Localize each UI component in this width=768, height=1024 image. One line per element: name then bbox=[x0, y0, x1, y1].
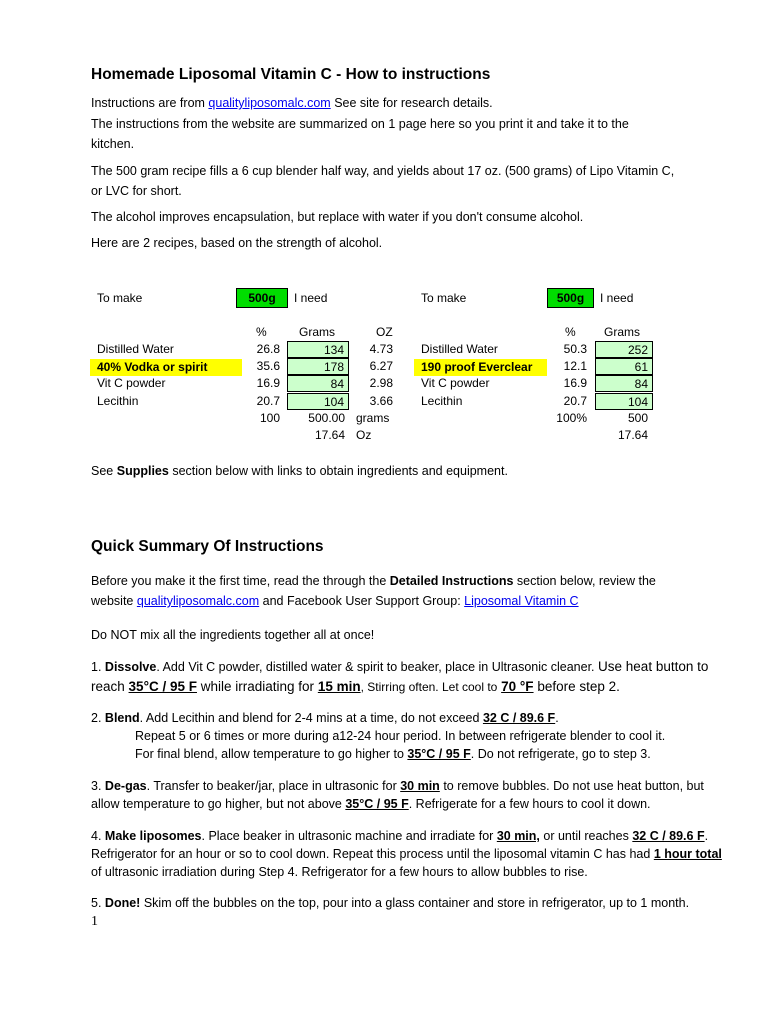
recipe1-total-pct: 100 bbox=[259, 411, 280, 425]
step4-num: 4. bbox=[91, 829, 102, 843]
before-text-a: Before you make it the first time, read the through the bbox=[91, 574, 387, 588]
intro-line-1 bbox=[91, 96, 493, 110]
step1-time: 15 min bbox=[317, 679, 361, 694]
step1-label: Dissolve bbox=[104, 660, 157, 674]
step-3-line-2 bbox=[91, 797, 651, 811]
warning-text: Do NOT mix all the ingredients together all at once! bbox=[91, 628, 375, 642]
recipe2-row-pct: 50.3 bbox=[563, 342, 587, 356]
recipe1-row-grams: 84 bbox=[287, 375, 349, 392]
intro-line-5: Here are 2 recipes, based on the strength of alcohol. bbox=[91, 236, 383, 250]
step-1-line-1 bbox=[91, 659, 708, 674]
step2-limit: 32 C / 89.6 F bbox=[482, 711, 556, 725]
recipe1-row-name-highlight: 40% Vodka or spirit bbox=[90, 359, 242, 376]
step4-time: 30 min, bbox=[496, 829, 540, 843]
step-4-line-1 bbox=[91, 829, 708, 843]
recipe2-to-make: To make bbox=[421, 291, 467, 305]
supplies-prefix: See bbox=[91, 464, 114, 478]
recipe2-row-grams: 61 bbox=[595, 358, 653, 375]
recipe1-row-name: Lecithin bbox=[97, 394, 139, 408]
recipe2-row-pct: 20.7 bbox=[563, 394, 587, 408]
step4-text2: or until reaches bbox=[543, 829, 629, 843]
recipe2-total-grams: 500 bbox=[627, 411, 648, 425]
step3-text2: to remove bubbles. Do not use heat button, but bbox=[443, 779, 704, 793]
recipe1-row-oz: 2.98 bbox=[369, 376, 393, 390]
intro-line-3b: or LVC for short. bbox=[91, 184, 182, 198]
step2-line3b: . Do not refrigerate, go to step 3. bbox=[470, 747, 651, 761]
step4-line2-bold: 1 hour total bbox=[653, 847, 722, 861]
step1-while: while irradiating for bbox=[200, 679, 315, 694]
summary-heading: Quick Summary Of Instructions bbox=[91, 538, 324, 555]
step-4-line-3: of ultrasonic irradiation during Step 4. Refrigerator for a few hours to allow bubbles to rise. bbox=[91, 865, 588, 879]
recipe1-row-pct: 26.8 bbox=[256, 342, 280, 356]
recipe1-amount: 500g bbox=[236, 288, 288, 308]
recipe2-row-name-highlight: 190 proof Everclear bbox=[414, 359, 547, 376]
step1-reach: reach bbox=[91, 679, 125, 694]
liposomal-vitamin-c-group-link[interactable]: Liposomal Vitamin C bbox=[464, 594, 579, 608]
step3-line2-temp: 35°C / 95 F bbox=[345, 797, 409, 811]
recipe2-col-grams: Grams bbox=[604, 325, 640, 339]
step3-text: . Transfer to beaker/jar, place in ultrasonic for bbox=[146, 779, 397, 793]
recipe1-row-pct: 35.6 bbox=[256, 359, 280, 373]
step5-num: 5. bbox=[91, 896, 102, 910]
before-text-a-end: section below, review the bbox=[516, 574, 656, 588]
step5-text: Skim off the bubbles on the top, pour into a glass container and store in refrigerator, up to 1 month. bbox=[143, 896, 690, 910]
step2-end: . bbox=[555, 711, 559, 725]
recipe1-total-grams: 500.00 bbox=[308, 411, 345, 425]
recipe1-row-oz: 3.66 bbox=[369, 394, 393, 408]
step3-num: 3. bbox=[91, 779, 102, 793]
recipe2-row-name: Vit C powder bbox=[421, 376, 490, 390]
recipe2-i-need: I need bbox=[600, 291, 634, 305]
step1-before: before step 2. bbox=[537, 679, 620, 694]
recipe2-row-grams: 84 bbox=[595, 375, 653, 392]
recipe2-row-name: Distilled Water bbox=[421, 342, 498, 356]
step2-num: 2. bbox=[91, 711, 102, 725]
recipe2-amount: 500g bbox=[547, 288, 594, 308]
recipe1-to-make: To make bbox=[97, 291, 143, 305]
step3-line2a: allow temperature to go higher, but not above bbox=[91, 797, 342, 811]
page-title: Homemade Liposomal Vitamin C - How to instructions bbox=[91, 66, 491, 83]
supplies-suffix: section below with links to obtain ingredients and equipment. bbox=[172, 464, 508, 478]
qualityliposomalc-link[interactable]: qualityliposomalc.com bbox=[208, 96, 331, 110]
recipe2-row-grams: 252 bbox=[595, 341, 653, 358]
step-5-line-1 bbox=[91, 896, 689, 910]
recipe1-row-pct: 16.9 bbox=[256, 376, 280, 390]
recipe1-row-pct: 20.7 bbox=[256, 394, 280, 408]
intro-line-2a: The instructions from the website are summarized on 1 page here so you print it and take it to the bbox=[91, 117, 629, 131]
step4-temp: 32 C / 89.6 F bbox=[632, 829, 705, 843]
recipe2-total-pct: 100% bbox=[556, 411, 587, 425]
intro-suffix: See site for research details. bbox=[334, 96, 493, 110]
supplies-bold: Supplies bbox=[116, 464, 169, 478]
step-2-line-3 bbox=[135, 747, 651, 761]
intro-line-3a: The 500 gram recipe fills a 6 cup blender half way, and yields about 17 oz. (500 grams) of Lipo Vitamin C, bbox=[91, 164, 675, 178]
step1-cool: 70 °F bbox=[501, 679, 534, 694]
step1-text: . Add Vit C powder, distilled water & spirit to beaker, place in Ultrasonic cleaner. bbox=[156, 660, 595, 674]
step2-text: . Add Lecithin and blend for 2-4 mins at a time, do not exceed bbox=[139, 711, 480, 725]
supplies-note bbox=[91, 464, 508, 478]
qualityliposomalc-link-2[interactable]: qualityliposomalc.com bbox=[136, 594, 260, 608]
step-3-line-1 bbox=[91, 779, 704, 793]
step3-time: 30 min bbox=[400, 779, 440, 793]
recipe2-total-oz: 17.64 bbox=[617, 428, 648, 442]
step1-stir: , Stirring often. Let cool to bbox=[360, 680, 498, 694]
step1-big: Use heat button to bbox=[598, 659, 709, 674]
recipe2-row-grams: 104 bbox=[595, 393, 653, 410]
recipe1-total-oz-unit: Oz bbox=[356, 428, 372, 442]
step-4-line-2 bbox=[91, 847, 722, 861]
recipe1-total-oz: 17.64 bbox=[314, 428, 345, 442]
recipe1-total-grams-unit: grams bbox=[356, 411, 390, 425]
recipe1-row-oz: 4.73 bbox=[369, 342, 393, 356]
recipe1-row-grams: 104 bbox=[287, 393, 349, 410]
recipe1-i-need: I need bbox=[294, 291, 328, 305]
step2-line3a: For final blend, allow temperature to go higher to bbox=[135, 747, 404, 761]
intro-prefix: Instructions are from bbox=[91, 96, 205, 110]
step3-label: De-gas bbox=[104, 779, 147, 793]
step3-line2b: . Refrigerate for a few hours to cool it down. bbox=[408, 797, 651, 811]
step4-end: . bbox=[704, 829, 709, 843]
step4-text: . Place beaker in ultrasonic machine and irradiate for bbox=[201, 829, 494, 843]
before-text-b: website bbox=[91, 594, 134, 608]
before-line-1 bbox=[91, 574, 656, 588]
before-line-2 bbox=[91, 594, 579, 608]
recipe1-row-grams: 134 bbox=[287, 341, 349, 358]
step-2-line-1 bbox=[91, 711, 559, 725]
step-2-line-2: Repeat 5 or 6 times or more during a12-24 hour period. In between refrigerate blender to cool it. bbox=[135, 729, 666, 743]
page-number: 1 bbox=[91, 914, 98, 929]
recipe1-col-pct: % bbox=[256, 325, 267, 339]
intro-line-4: The alcohol improves encapsulation, but replace with water if you don't consume alcohol. bbox=[91, 210, 584, 224]
recipe2-row-pct: 16.9 bbox=[563, 376, 587, 390]
recipe1-row-name: Distilled Water bbox=[97, 342, 174, 356]
recipe2-row-name: Lecithin bbox=[421, 394, 463, 408]
recipe1-row-grams: 178 bbox=[287, 358, 349, 375]
before-text-b-mid: and Facebook User Support Group: bbox=[262, 594, 461, 608]
step5-label: Done! bbox=[104, 896, 141, 910]
detailed-instructions-bold: Detailed Instructions bbox=[389, 574, 514, 588]
recipe1-row-oz: 6.27 bbox=[369, 359, 393, 373]
step4-line2a: Refrigerator for an hour or so to cool down. Repeat this process until the liposomal vitamin C has had bbox=[91, 847, 651, 861]
step-1-line-2 bbox=[91, 679, 620, 694]
step1-num: 1. bbox=[91, 660, 102, 674]
step1-temp: 35°C / 95 F bbox=[128, 679, 197, 694]
step2-line3-temp: 35°C / 95 F bbox=[407, 747, 471, 761]
recipe2-row-pct: 12.1 bbox=[563, 359, 587, 373]
recipe2-col-pct: % bbox=[565, 325, 576, 339]
recipe1-row-name: Vit C powder bbox=[97, 376, 166, 390]
intro-line-2b: kitchen. bbox=[91, 137, 135, 151]
recipe1-col-oz: OZ bbox=[376, 325, 393, 339]
recipe1-col-grams: Grams bbox=[299, 325, 335, 339]
step4-label: Make liposomes bbox=[104, 829, 202, 843]
step2-label: Blend bbox=[104, 711, 140, 725]
